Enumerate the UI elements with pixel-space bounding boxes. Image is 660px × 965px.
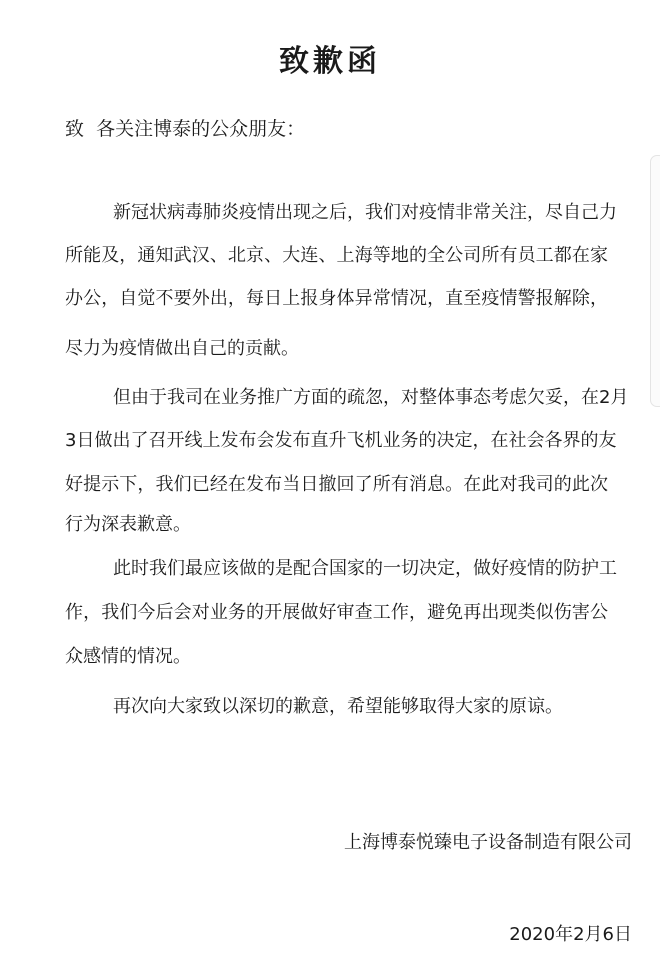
- text-line: 作，我们今后会对业务的开展做好审查工作，避免再出现类似伤害公: [65, 602, 608, 623]
- text-line: 办公，自觉不要外出，每日上报身体异常情况，直至疫情警报解除，: [65, 288, 608, 309]
- text-line: 尽力为疫情做出自己的贡献。: [65, 338, 299, 359]
- text-line: 3日做出了召开线上发布会发布直升飞机业务的决定，在社会各界的友: [65, 430, 617, 451]
- text-line: 新冠状病毒肺炎疫情出现之后，我们对疫情非常关注，尽自己力: [113, 202, 617, 223]
- text-line: 好提示下，我们已经在发布当日撤回了所有消息。在此对我司的此次: [65, 474, 608, 495]
- text-line: 众感情的情况。: [65, 646, 191, 667]
- text-line: 行为深表歉意。: [65, 514, 191, 535]
- letter-date: 2020年2月6日: [509, 924, 632, 945]
- scrollbar[interactable]: [650, 155, 660, 407]
- text-line: 但由于我司在业务推广方面的疏忽，对整体事态考虑欠妥，在2月: [113, 387, 629, 408]
- text-line: 所能及，通知武汉、北京、大连、上海等地的全公司所有员工都在家: [65, 245, 608, 266]
- signature-company: 上海博泰悦臻电子设备制造有限公司: [344, 832, 632, 853]
- text-line: 再次向大家致以深切的歉意，希望能够取得大家的原谅。: [113, 696, 563, 717]
- greeting: 致 各关注博泰的公众朋友：: [65, 118, 306, 140]
- letter-title: 致歉函: [279, 44, 381, 79]
- text-line: 此时我们最应该做的是配合国家的一切决定，做好疫情的防护工: [113, 558, 617, 579]
